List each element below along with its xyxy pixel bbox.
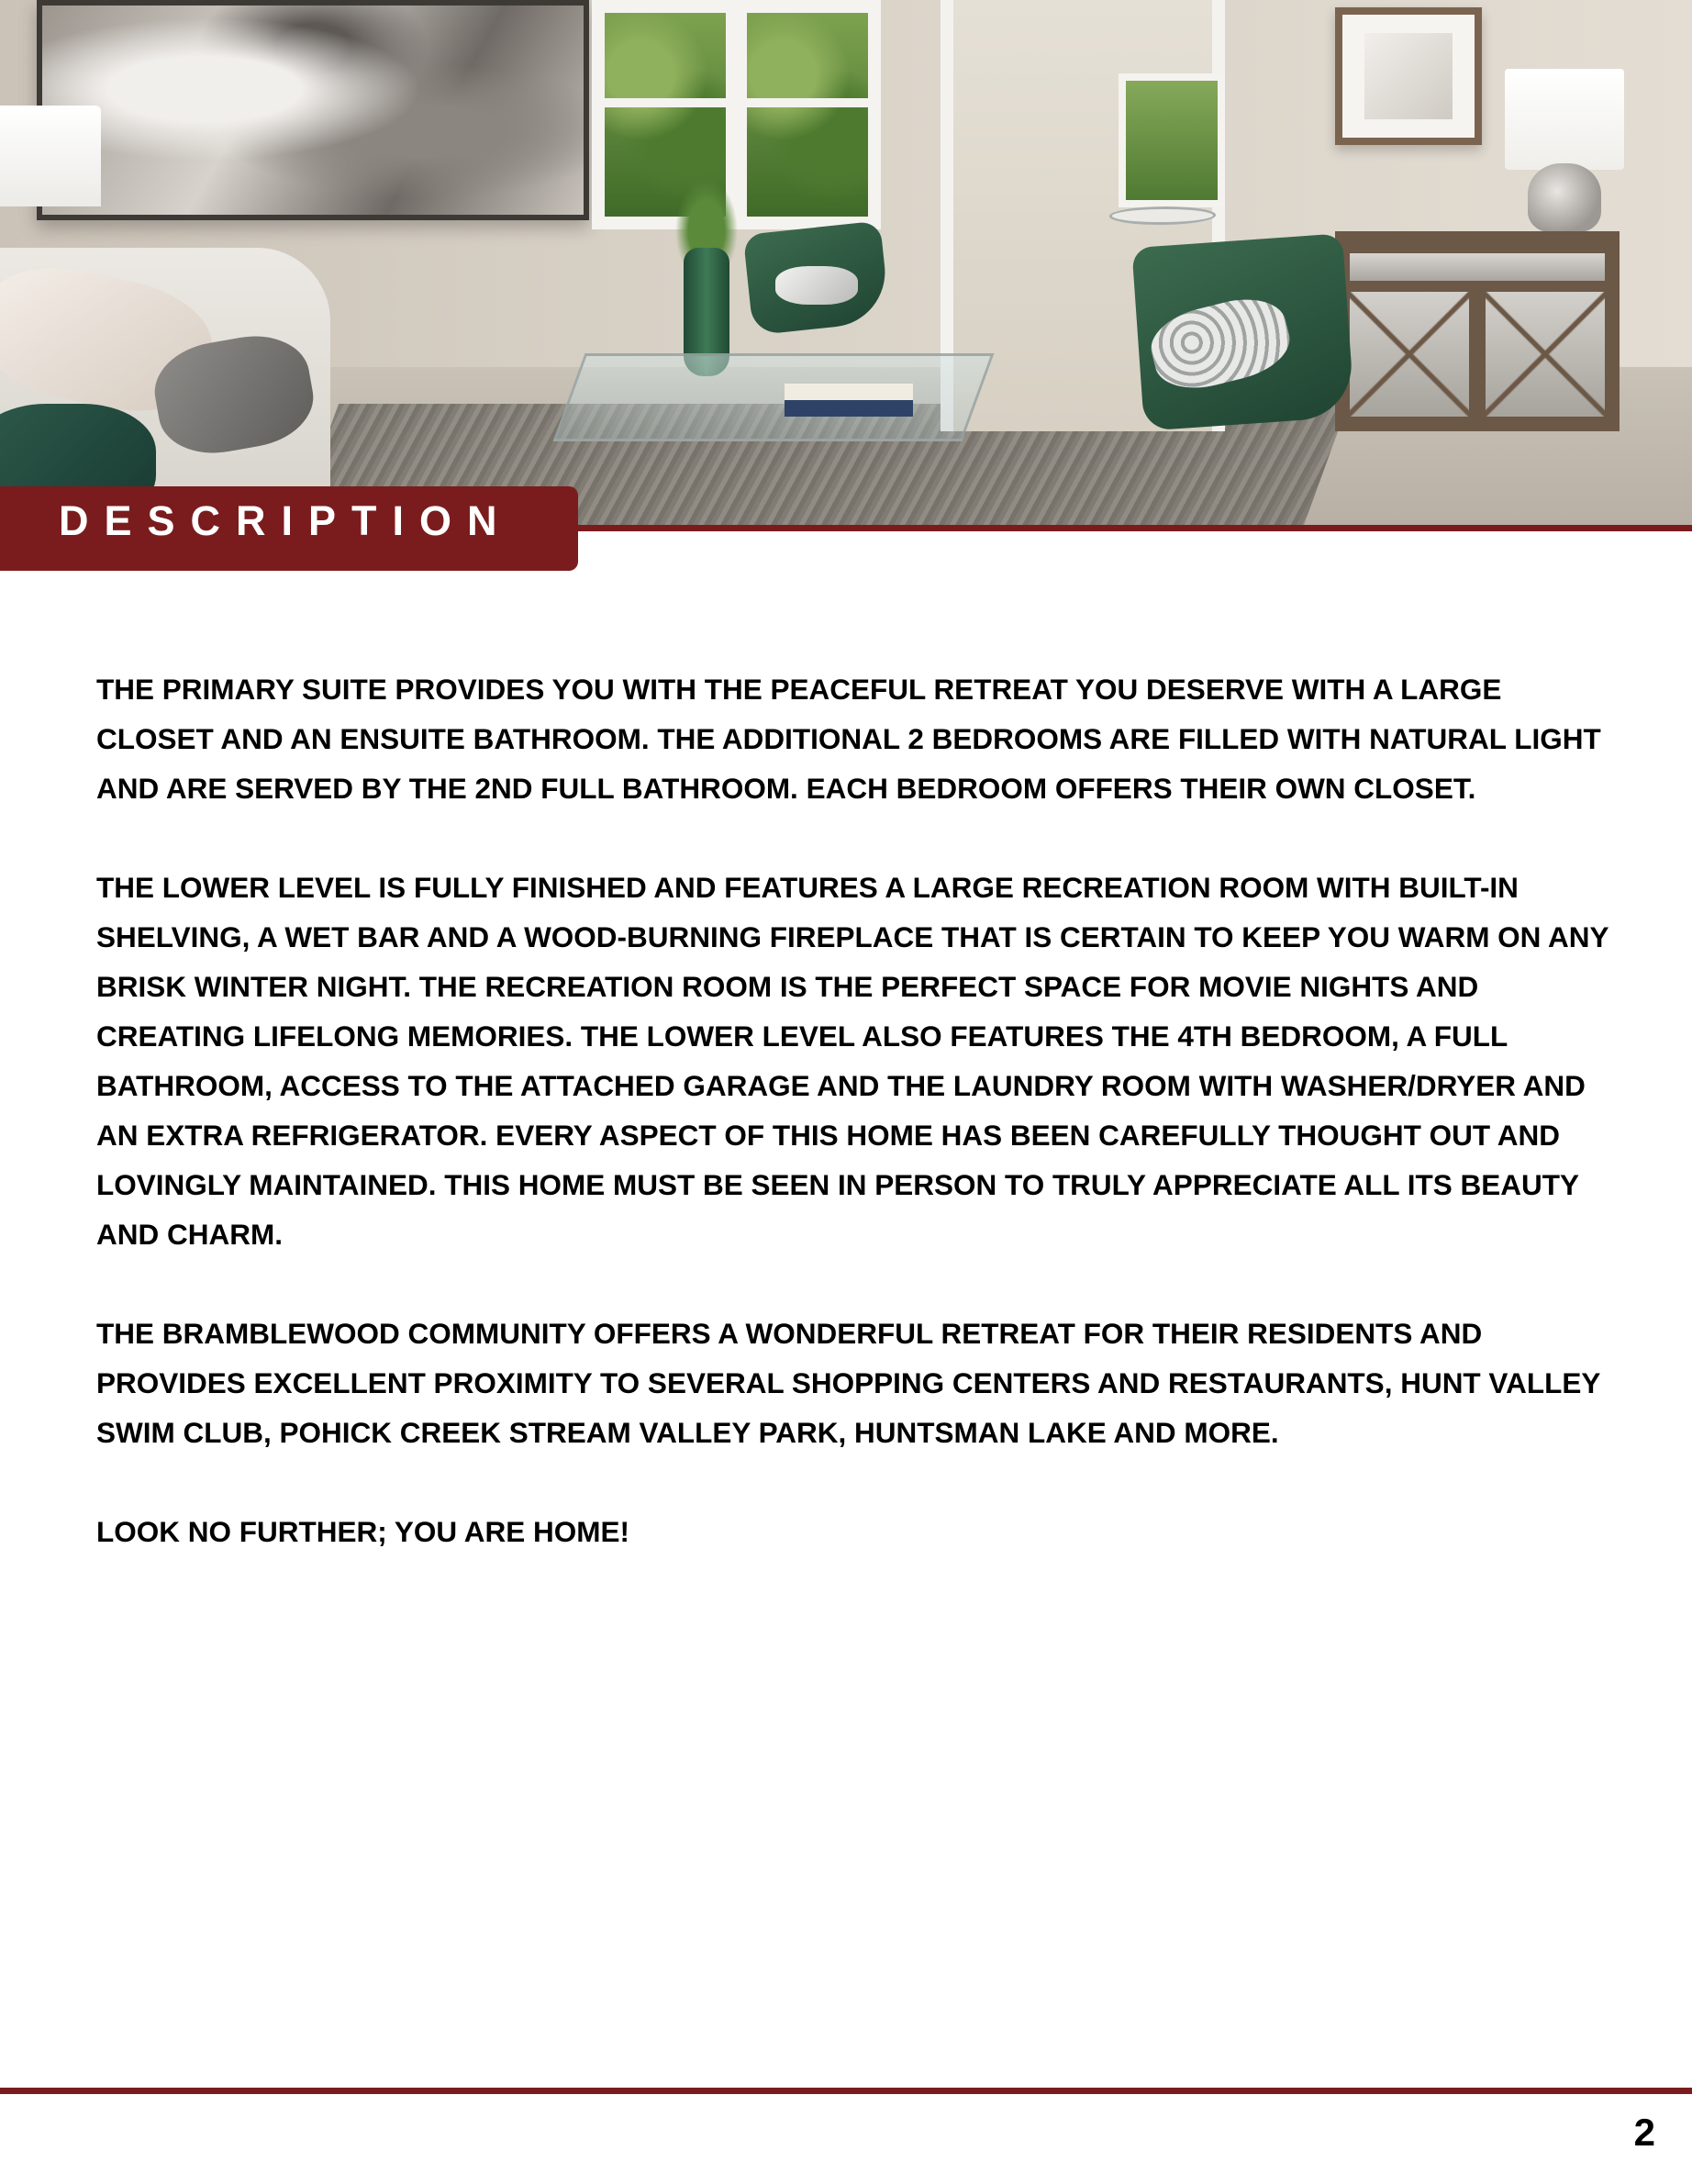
description-paragraph: THE PRIMARY SUITE PROVIDES YOU WITH THE PEACEFUL RETREAT YOU DESERVE WITH A LARGE CLOSET AND AN ENSUITE BATHROOM. THE ADDITIONAL 2 BEDROOMS ARE FILLED WITH NATURAL LIGHT AND ARE SERVED BY THE 2ND FULL BATHROOM. EACH BEDROOM OFFERS THEIR OWN CLOSET. xyxy=(96,673,1601,805)
abstract-painting xyxy=(37,0,589,220)
glass-coffee-table xyxy=(553,353,995,441)
page-number: 2 xyxy=(1633,2111,1655,2154)
throw-pillow xyxy=(775,266,858,305)
hero-living-room-photo xyxy=(0,0,1692,525)
mirrored-console xyxy=(1335,231,1620,431)
lamp-shade xyxy=(1505,69,1624,170)
description-paragraph: THE LOWER LEVEL IS FULLY FINISHED AND FEATURES A LARGE RECREATION ROOM WITH BUILT-IN SHELVING, A WET BAR AND A WOOD-BURNING FIREPLACE THAT IS CERTAIN TO KEEP YOU WARM ON ANY BRISK WINTER NIGHT. THE RECREATION ROOM IS THE PERFECT SPACE FOR MOVIE NIGHTS AND CREATING LIFELONG MEMORIES. THE LOWER LEVEL ALSO FEATURES THE 4TH BEDROOM, A FULL BATHROOM, ACCESS TO THE ATTACHED GARAGE AND THE LAUNDRY ROOM WITH WASHER/DRYER AND AN EXTRA REFRIGERATOR. EVERY ASPECT OF THIS HOME HAS BEEN CAREFULLY THOUGHT OUT AND LOVINGLY MAINTAINED. THIS HOME MUST BE SEEN IN PERSON TO TRULY APPRECIATE ALL ITS BEAUTY AND CHARM. xyxy=(96,871,1609,1251)
lamp-shade xyxy=(0,106,101,206)
description-paragraph: THE BRAMBLEWOOD COMMUNITY OFFERS A WONDERFUL RETREAT FOR THEIR RESIDENTS AND PROVIDES EXCELLENT PROXIMITY TO SEVERAL SHOPPING CENTERS AND RESTAURANTS, HUNT VALLEY SWIM CLUB, POHICK CREEK STREAM VALLEY PARK, HUNTSMAN LAKE AND MORE. xyxy=(96,1317,1600,1449)
dining-window xyxy=(1119,73,1225,207)
section-header-tab xyxy=(0,486,578,571)
coffee-table-books xyxy=(785,384,913,417)
description-body xyxy=(96,664,1620,1606)
lamp-base xyxy=(1528,163,1601,232)
window xyxy=(734,0,881,229)
dining-table xyxy=(1106,206,1219,225)
framed-horse-photo xyxy=(1335,7,1482,145)
description-paragraph: LOOK NO FURTHER; YOU ARE HOME! xyxy=(96,1515,629,1548)
section-title: DESCRIPTION xyxy=(59,497,513,544)
footer-divider xyxy=(0,2088,1692,2094)
